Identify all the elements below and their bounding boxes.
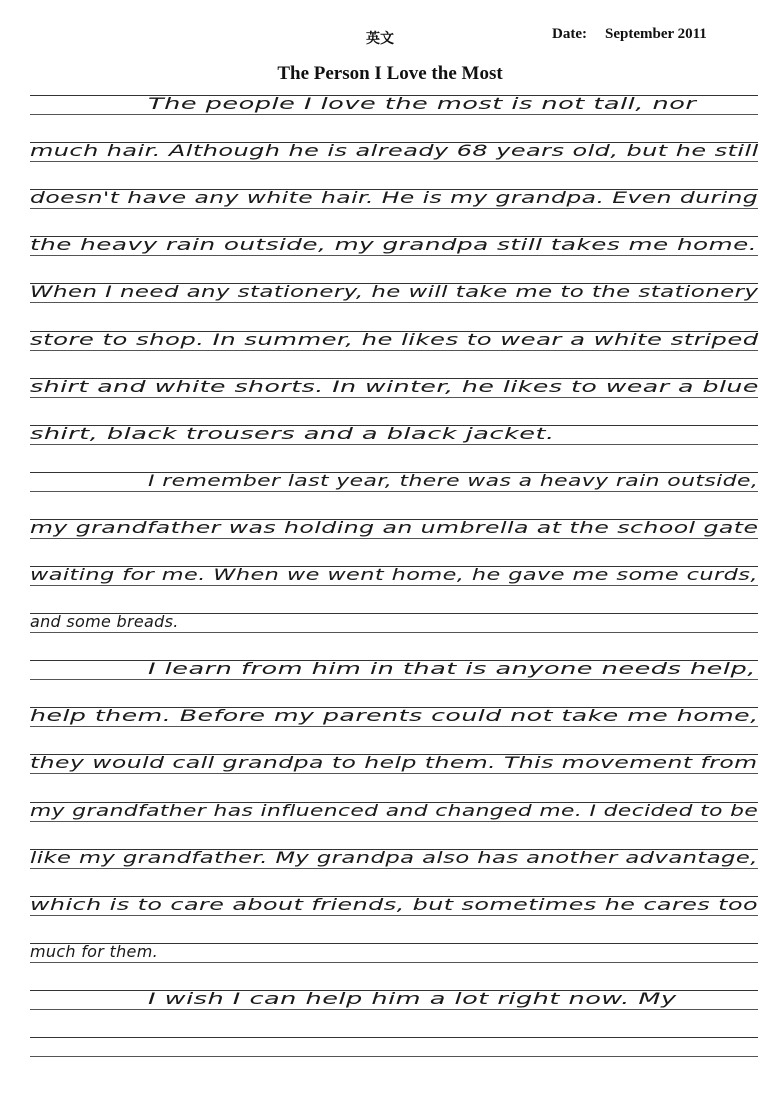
handwritten-text: waiting for me. When we went home, he gave me some curds, [30, 565, 758, 584]
line-rule-bottom [30, 773, 758, 774]
writing-line [30, 613, 758, 660]
handwritten-text: which is to care about friends, but sometimes he cares too [30, 894, 759, 914]
writing-line [30, 283, 758, 330]
writing-line [30, 519, 758, 566]
line-rule-bottom [30, 255, 758, 256]
line-rule-bottom [30, 538, 758, 539]
line-rule-bottom [30, 114, 758, 115]
writing-line [30, 660, 758, 707]
handwritten-text: help them. Before my parents could not take me home, [30, 706, 759, 726]
line-rule-bottom [30, 1009, 758, 1010]
writing-line [30, 95, 758, 142]
line-rule-bottom [30, 350, 758, 351]
writing-line [30, 849, 758, 896]
handwritten-text: When I need any stationery, he will take me to the stationery [30, 282, 759, 302]
writing-line [30, 425, 758, 472]
handwritten-text: shirt and white shorts. In winter, he likes to wear a blue [30, 376, 759, 396]
writing-line [30, 896, 758, 943]
writing-line [30, 566, 758, 613]
line-rule-bottom [30, 161, 758, 162]
handwritten-text: and some breads. [30, 612, 179, 632]
line-rule-bottom [30, 632, 758, 633]
line-rule-bottom [30, 726, 758, 727]
writing-line [30, 142, 758, 189]
line-rule-bottom [30, 915, 758, 916]
line-rule-bottom [30, 1056, 758, 1057]
writing-line [30, 990, 758, 1037]
line-rule-bottom [30, 821, 758, 822]
handwritten-text: the heavy rain outside, my grandpa still takes me home. [30, 235, 758, 255]
handwritten-text: much for them. [30, 941, 158, 961]
subject-label: 英文 [366, 31, 394, 47]
line-rule-bottom [30, 679, 758, 680]
line-rule-top [30, 1037, 758, 1038]
writing-line [30, 1037, 758, 1084]
line-rule-bottom [30, 302, 758, 303]
handwritten-text: much hair. Although he is already 68 years old, but he still [30, 141, 759, 161]
line-rule-bottom [30, 962, 758, 963]
writing-line [30, 707, 758, 754]
essay-title: The Person I Love the Most [277, 63, 503, 84]
line-rule-bottom [30, 585, 758, 586]
line-rule-bottom [30, 868, 758, 869]
handwritten-text: doesn't have any white hair. He is my grandpa. Even during [30, 188, 759, 208]
writing-line [30, 943, 758, 990]
line-rule-bottom [30, 491, 758, 492]
writing-line [30, 754, 758, 801]
writing-line [30, 378, 758, 425]
writing-line [30, 802, 758, 849]
handwritten-text: store to shop. In summer, he likes to wear a white striped [30, 329, 759, 349]
handwritten-text: The people I love the most is not tall, nor [148, 94, 697, 113]
handwritten-text: shirt, black trousers and a black jacket. [30, 423, 555, 443]
handwritten-text: like my grandfather. My grandpa also has another advantage, [30, 847, 758, 867]
writing-line [30, 331, 758, 378]
writing-line [30, 472, 758, 519]
line-rule-bottom [30, 208, 758, 209]
date-label: Date: [552, 26, 587, 42]
handwritten-text: I remember last year, there was a heavy rain outside, [148, 470, 759, 490]
line-rule-bottom [30, 444, 758, 445]
handwritten-text: I wish I can help him a lot right now. My [148, 988, 677, 1008]
handwritten-text: I learn from him in that is anyone needs help, [148, 659, 756, 679]
writing-line [30, 189, 758, 236]
handwritten-text: my grandfather has influenced and changed me. I decided to be [30, 800, 759, 820]
handwritten-text: they would call grandpa to help them. This movement from [30, 753, 758, 773]
handwritten-text: my grandfather was holding an umbrella at the school gate [30, 517, 759, 537]
date-value: September 2011 [605, 26, 707, 42]
writing-line [30, 236, 758, 283]
line-rule-bottom [30, 397, 758, 398]
